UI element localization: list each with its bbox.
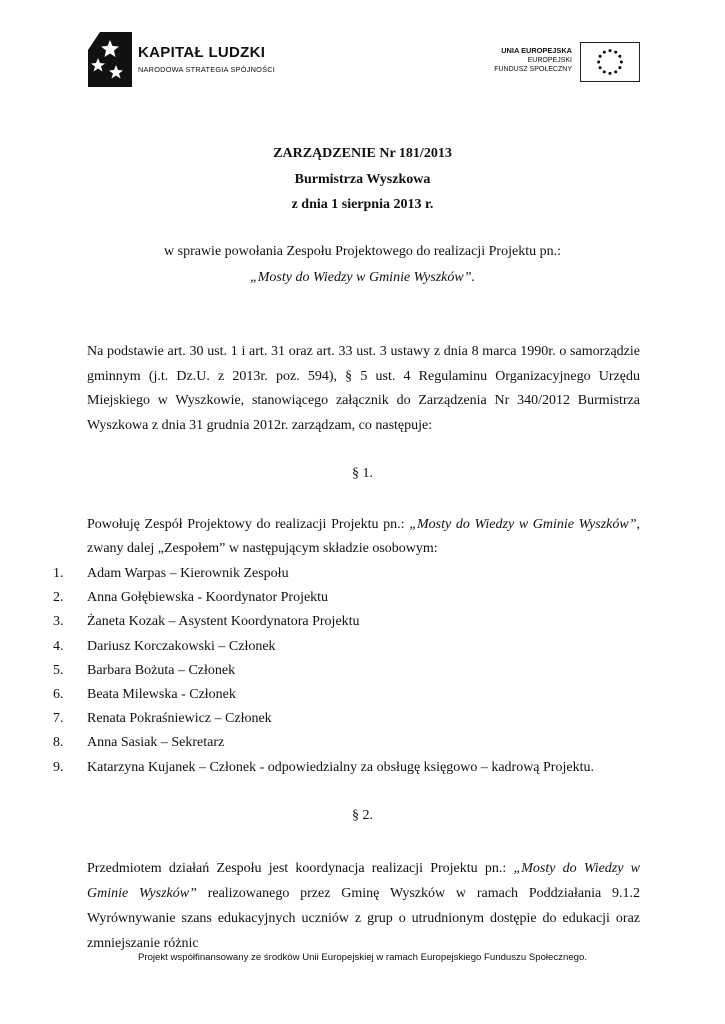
list-item	[53, 586, 594, 610]
eu-logo	[470, 42, 640, 88]
section-2-text-b: realizowanego przez Gminę Wyszków w ramach Poddziałania 9.1.2 Wyrównywanie szans edukacyjnych uczniów z grup o utrudnionym dostępie do edukacji oraz zmniejszanie różnic	[87, 886, 640, 951]
list-item-number: 7.	[53, 711, 64, 727]
list-item-text: Anna Gołębiewska - Koordynator Projektu	[87, 590, 329, 606]
eu-line2: EUROPEJSKI	[527, 56, 572, 64]
preamble-paragraph: Na podstawie art. 30 ust. 1 i art. 31 oraz art. 33 ust. 3 ustawy z dnia 8 marca 1990r. o samorządzie gminnym (j.t. Dz.U. z 2013r. poz. 594), § 5 ust. 4 Regulaminu Organizacyjnego Urzędu Miejskiego w Wyszkowie, stanowiącego załącznik do Zarządzenia Nr 340/2012 Burmistrza Wyszkowa z dnia 31 grudnia 2012r. zarządzam, co następuje:	[87, 344, 640, 433]
list-item-number: 1.	[53, 566, 64, 581]
eu-text	[494, 46, 572, 75]
list-item-number: 2.	[53, 590, 64, 606]
list-item-text: Anna Sasiak – Sekretarz	[87, 735, 225, 751]
section-1-intro-a: Powołuję Zespół Projektowy do realizacji Projektu pn.:	[87, 517, 410, 532]
list-item	[53, 707, 594, 731]
list-item-text: Dariusz Korczakowski – Członek	[87, 638, 276, 654]
kapital-ludzki-logo	[88, 32, 298, 87]
kapital-ludzki-mark-icon	[88, 32, 132, 87]
list-item-number: 5.	[53, 662, 64, 678]
section-2-text-a: Przedmiotem działań Zespołu jest koordynacja realizacji Projektu pn.:	[87, 861, 514, 876]
eu-flag-icon	[580, 42, 640, 82]
list-item-text: Renata Pokraśniewicz – Członek	[87, 711, 272, 727]
kl-subtitle: NARODOWA STRATEGIA SPÓJNOŚCI	[138, 65, 276, 74]
eu-line1: UNIA EUROPEJSKA	[501, 46, 572, 55]
section-1-heading: § 1.	[352, 466, 373, 481]
list-item	[53, 756, 594, 780]
document-date: z dnia 1 sierpnia 2013 r.	[291, 197, 434, 212]
section-1-intro	[87, 513, 640, 561]
document-issuer: Burmistrza Wyszkowa	[294, 172, 431, 187]
list-item-number: 9.	[53, 759, 64, 775]
list-item-number: 4.	[53, 638, 64, 654]
list-item	[53, 731, 594, 755]
team-members-list	[53, 562, 594, 780]
section-1-intro-b: , zwany dalej „Zespołem” w następującym składzie osobowym:	[87, 517, 640, 556]
section-2-heading: § 2.	[352, 808, 373, 823]
list-item-number: 3.	[53, 614, 64, 630]
list-item-number: 6.	[53, 686, 64, 702]
list-item-text: Adam Warpas – Kierownik Zespołu	[87, 566, 289, 581]
section-2-paragraph	[87, 856, 640, 956]
list-item-text: Katarzyna Kujanek – Członek - odpowiedzialny za obsługę księgowo – kadrową Projektu.	[87, 759, 594, 775]
eu-line3: FUNDUSZ SPOŁECZNY	[494, 66, 572, 73]
section-2-project-name: „Mosty do Wiedzy w Gminie Wyszków”	[87, 861, 640, 901]
list-item	[53, 635, 594, 659]
subject-line: w sprawie powołania Zespołu Projektowego do realizacji Projektu pn.:	[164, 244, 561, 259]
list-item	[53, 683, 594, 707]
list-item	[53, 610, 594, 634]
list-item-number: 8.	[53, 735, 64, 751]
page-header	[0, 0, 725, 110]
section-1-project-name: „Mosty do Wiedzy w Gminie Wyszków”	[409, 517, 637, 532]
kl-title: KAPITAŁ LUDZKI	[138, 44, 266, 61]
page-footer: Projekt współfinansowany ze środków Unii Europejskiej w ramach Europejskiego Funduszu Społecznego.	[137, 952, 587, 963]
list-item-text: Beata Milewska - Członek	[87, 686, 236, 702]
list-item	[53, 659, 594, 683]
document-title: ZARZĄDZENIE Nr 181/2013	[273, 146, 452, 161]
list-item	[53, 562, 594, 586]
list-item-text: Żaneta Kozak – Asystent Koordynatora Projektu	[87, 614, 360, 630]
project-name: „Mosty do Wiedzy w Gminie Wyszków”.	[249, 270, 476, 285]
list-item-text: Barbara Bożuta – Członek	[87, 662, 236, 678]
